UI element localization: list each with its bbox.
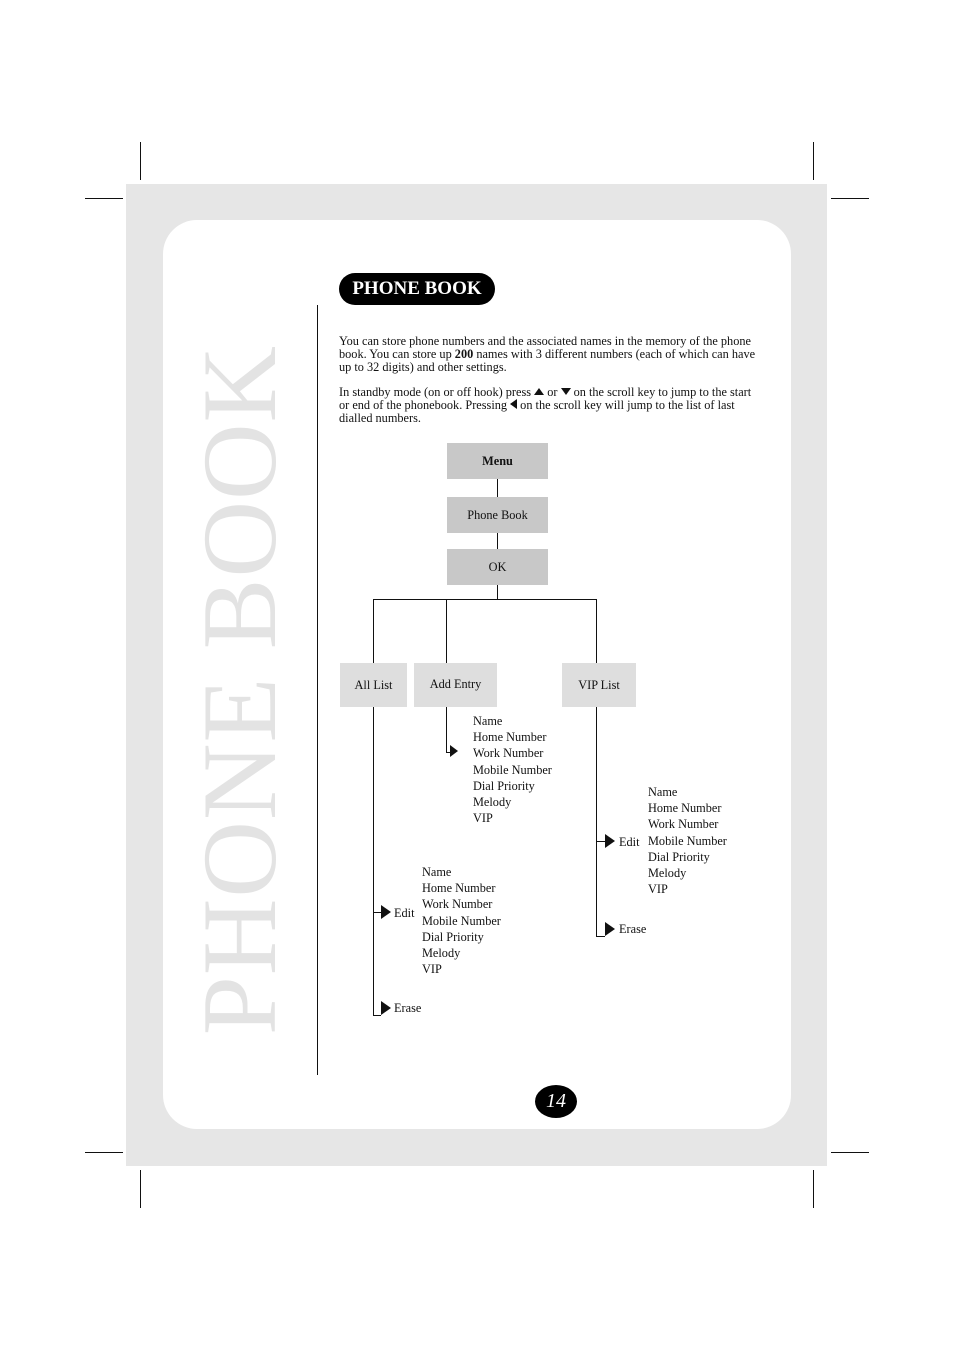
up-triangle-icon xyxy=(534,388,544,395)
crop-mark xyxy=(140,142,141,180)
list-item: VIP xyxy=(473,811,493,826)
connector-line xyxy=(373,1015,381,1016)
list-item: VIP xyxy=(648,882,668,897)
list-item: Mobile Number xyxy=(473,762,552,777)
crop-mark xyxy=(813,142,814,180)
all-list-box: All List xyxy=(340,663,407,707)
list-item: Home Number xyxy=(473,730,547,745)
vip-list-edit-label: Edit xyxy=(619,835,640,849)
connector-line xyxy=(373,599,374,663)
connector-line xyxy=(596,599,597,663)
crop-mark xyxy=(85,1152,123,1153)
branch-line xyxy=(373,599,597,600)
connector-line xyxy=(446,707,447,752)
all-list-erase-label: Erase xyxy=(394,1001,422,1015)
right-arrow-icon xyxy=(605,922,615,936)
ok-box: OK xyxy=(447,549,548,585)
crop-mark xyxy=(813,1170,814,1208)
connector-line xyxy=(497,585,498,600)
vertical-rule xyxy=(317,305,318,1075)
list-item: Name xyxy=(422,865,452,879)
right-arrow-icon xyxy=(450,745,458,757)
list-item: Melody xyxy=(648,866,687,881)
menu-box: Menu xyxy=(447,443,548,479)
connector-line xyxy=(596,707,597,936)
crop-mark xyxy=(140,1170,141,1208)
right-arrow-icon xyxy=(381,905,391,919)
list-item: Home Number xyxy=(648,801,722,816)
right-arrow-icon xyxy=(381,1001,391,1015)
vip-list-erase-label: Erase xyxy=(619,922,647,936)
list-item: Work Number xyxy=(473,746,544,761)
list-item: Name xyxy=(473,714,503,728)
vip-list-box: VIP List xyxy=(562,663,636,707)
down-triangle-icon xyxy=(561,388,571,395)
list-item: VIP xyxy=(422,962,442,977)
connector-line xyxy=(373,912,381,913)
crop-mark xyxy=(831,198,869,199)
right-arrow-icon xyxy=(605,834,615,848)
intro-paragraph-2: In standby mode (on or off hook) press or on the scroll key to jump to the start or end of the phonebook. Pressing on the scroll key will jump to the list of last dialled numbers. xyxy=(339,385,752,425)
connector-line xyxy=(596,841,605,842)
connector-line xyxy=(497,479,498,497)
connector-line xyxy=(373,707,374,1015)
connector-line xyxy=(596,936,605,937)
section-title: PHONE BOOK xyxy=(339,273,495,305)
list-item: Dial Priority xyxy=(648,849,710,864)
add-entry-box: Add Entry xyxy=(414,663,497,707)
all-list-edit-label: Edit xyxy=(394,906,415,920)
phone-book-box: Phone Book xyxy=(447,497,548,533)
list-item: Home Number xyxy=(422,881,496,896)
intro-paragraph-1: You can store phone numbers and the associated names in the memory of the phone book. You can store up 200 names with 3 different numbers (each of which can have up to 32 digits) and other settings. xyxy=(339,334,756,374)
all-list-edit-fields xyxy=(422,864,501,977)
list-item: Mobile Number xyxy=(422,913,501,928)
page-number: 14 xyxy=(535,1085,577,1118)
list-item: Melody xyxy=(422,946,461,961)
add-entry-fields xyxy=(473,713,552,826)
list-item: Melody xyxy=(473,795,512,810)
vip-list-edit-fields xyxy=(648,784,727,897)
list-item: Work Number xyxy=(422,897,493,912)
list-item: Mobile Number xyxy=(648,833,727,848)
connector-line xyxy=(446,599,447,663)
crop-mark xyxy=(85,198,123,199)
list-item: Work Number xyxy=(648,817,719,832)
crop-mark xyxy=(831,1152,869,1153)
list-item: Dial Priority xyxy=(473,778,535,793)
list-item: Name xyxy=(648,785,678,799)
connector-line xyxy=(497,533,498,549)
side-title-text: PHONE BOOK xyxy=(181,344,298,1036)
list-item: Dial Priority xyxy=(422,929,484,944)
